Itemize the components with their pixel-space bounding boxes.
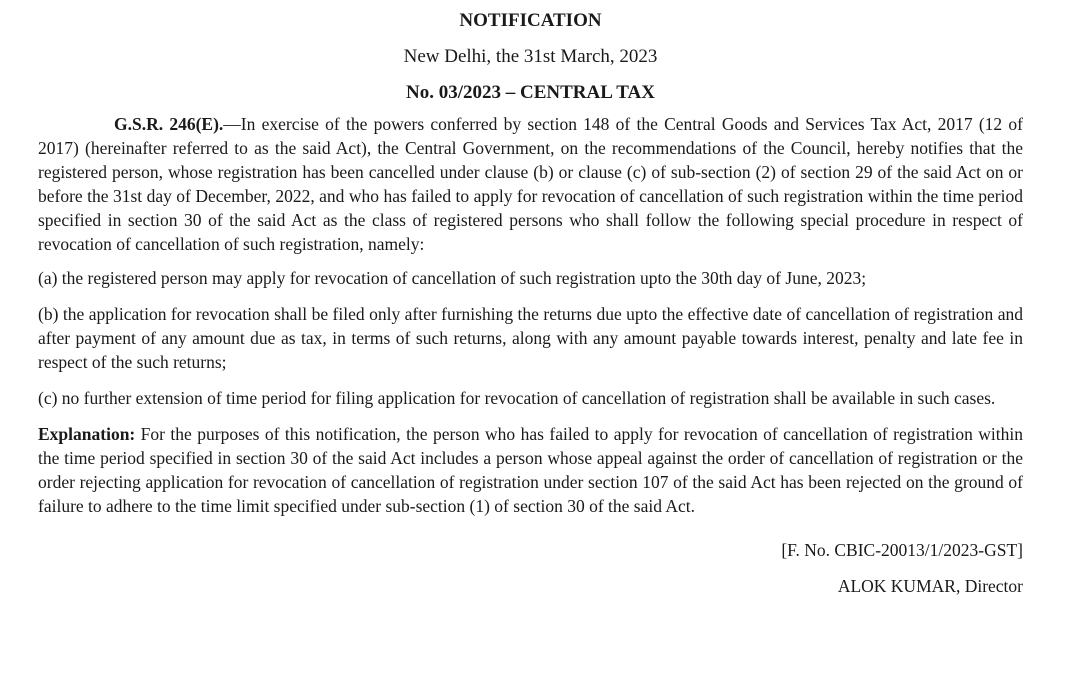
notification-document xyxy=(38,0,1023,598)
intro-paragraph xyxy=(38,104,1023,256)
file-number: [F. No. CBIC-20013/1/2023-GST] xyxy=(781,540,1023,560)
notification-number: No. 03/2023 – CENTRAL TAX xyxy=(406,82,655,103)
explanation-label: Explanation: xyxy=(38,424,136,444)
gsr-reference: G.S.R. 246(E). xyxy=(114,114,224,134)
signatory: ALOK KUMAR, Director xyxy=(837,576,1023,596)
clause-b: (b) the application for revocation shall be filed only after furnishing the returns due upto the effective date of cancellation of registration and after payment of any amount due as tax, in terms of such returns, along with any amount payable towards interest, penalty and late fee in respect of the such returns; xyxy=(38,304,1023,372)
explanation-text: For the purposes of this notification, the person who has failed to apply for revocation of cancellation of registration within the time period specified in section 30 of the said Act includes a person whose appeal against the order of cancellation of registration or the order rejecting application for revocation of cancellation of registration under section 107 of the said Act has been rejected on the ground of failure to adhere to the time limit specified under sub-section (1) of section 30 of the said Act. xyxy=(38,424,1023,516)
place-and-date: New Delhi, the 31st March, 2023 xyxy=(403,46,658,67)
clause-a: (a) the registered person may apply for revocation of cancellation of such registration upto the 30th day of June, 2023; xyxy=(38,268,867,288)
intro-text: —In exercise of the powers conferred by section 148 of the Central Goods and Services Tax Act, 2017 (12 of 2017) (hereinafter referred to as the said Act), the Central Government, on the recommendations of the Council, hereby notifies that the registered person, whose registration has been cancelled under clause (b) or clause (c) of sub-section (2) of section 29 of the said Act on or before the 31st day of December, 2022, and who has failed to apply for revocation of cancellation of such registration within the time period specified in section 30 of the said Act as the class of registered persons who shall follow the following special procedure in respect of revocation of cancellation of such registration, namely: xyxy=(38,114,1023,254)
clause-c: (c) no further extension of time period for filing application for revocation of cancellation of registration shall be available in such cases. xyxy=(38,388,996,408)
notification-title: NOTIFICATION xyxy=(459,10,602,31)
explanation-paragraph xyxy=(38,410,1023,518)
